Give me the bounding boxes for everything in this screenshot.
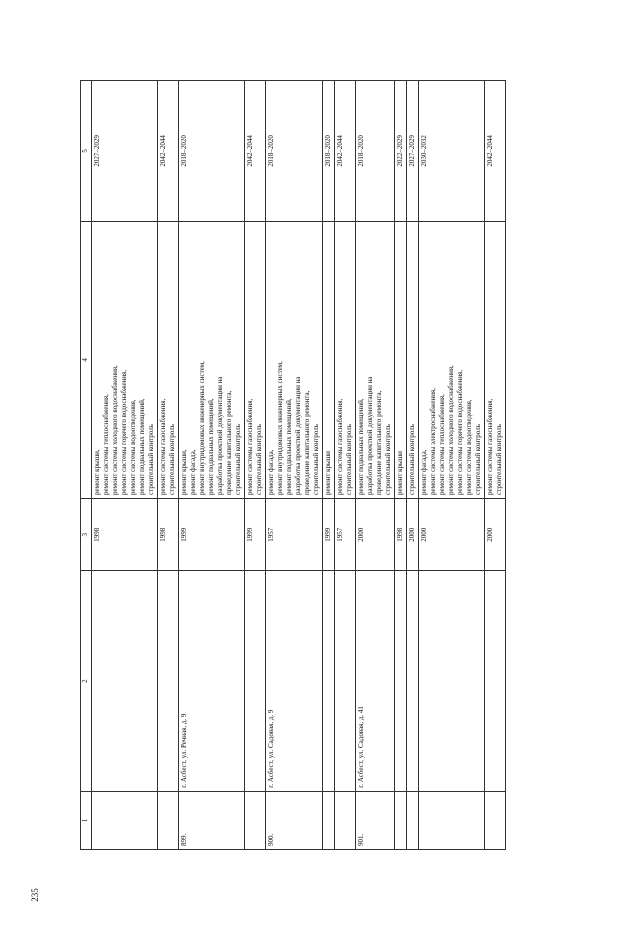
build-year-cell: 2000 (407, 498, 419, 570)
table-row (395, 81, 407, 850)
row-number-cell (323, 791, 335, 849)
planned-period-cell: 2018–2020 (179, 81, 245, 222)
work-type-line: ремонт крыши, (93, 449, 101, 495)
work-types-cell (335, 221, 356, 498)
address-cell (485, 571, 506, 791)
table-row (323, 81, 335, 850)
planned-period-cell: 2022–2029 (395, 81, 407, 222)
work-type-line: строительный контроль (255, 424, 263, 495)
planned-period-cell: 2042–2044 (245, 81, 266, 222)
table-row (92, 81, 158, 850)
work-type-line: ремонт системы горячего водоснабжения, (120, 369, 128, 495)
build-year-cell: 2000 (485, 498, 506, 570)
page-number: 235 (30, 888, 40, 902)
address-cell: г. Асбест, ул. Садовая, д. 9 (266, 571, 323, 791)
work-type-line: ремонт крыши (324, 451, 332, 495)
work-type-line: ремонт фасада, (267, 449, 275, 495)
work-type-line: строительный контроль (384, 424, 392, 495)
address-cell (419, 571, 485, 791)
row-number-cell: 899. (179, 791, 245, 849)
work-type-line: строительный контроль (345, 424, 353, 495)
build-year-cell: 1957 (266, 498, 323, 570)
work-type-line: ремонт системы водоотведения, (465, 399, 473, 495)
work-type-line: строительный контроль (312, 424, 320, 495)
address-cell (323, 571, 335, 791)
work-type-line: строительный контроль (408, 424, 416, 495)
planned-period-cell: 2042–2044 (158, 81, 179, 222)
planned-period-cell: 2018–2020 (356, 81, 395, 222)
row-number-cell (245, 791, 266, 849)
work-type-line: строительный контроль (168, 424, 176, 495)
planned-period-cell: 2042–2044 (485, 81, 506, 222)
build-year-cell: 1998 (92, 498, 158, 570)
work-type-line: разработка проектной документации на (294, 376, 302, 495)
address-cell (158, 571, 179, 791)
work-type-line: ремонт системы холодного водоснабжения, (111, 365, 119, 495)
planned-period-cell: 2027–2029 (407, 81, 419, 222)
work-types-cell (419, 221, 485, 498)
planned-period-cell: 2018–2020 (266, 81, 323, 222)
address-cell (335, 571, 356, 791)
work-type-line: ремонт подвальных помещений, (285, 398, 293, 495)
planned-period-cell: 2042–2044 (335, 81, 356, 222)
table-row (335, 81, 356, 850)
build-year-cell: 1998 (158, 498, 179, 570)
row-number-cell (485, 791, 506, 849)
build-year-cell: 1998 (395, 498, 407, 570)
table-row (485, 81, 506, 850)
work-type-line: ремонт крыши, (180, 449, 188, 495)
work-types-cell (407, 221, 419, 498)
work-type-line: ремонт подвальных помещений, (138, 398, 146, 495)
work-type-line: ремонт системы газоснабжения, (486, 398, 494, 495)
planned-period-cell: 2030–2032 (419, 81, 485, 222)
work-type-line: проведение капитального ремонта, (225, 390, 233, 495)
work-type-line: ремонт системы горячего водоснабжения, (456, 369, 464, 495)
repair-schedule-table (80, 80, 506, 850)
work-types-cell (485, 221, 506, 498)
work-types-cell (266, 221, 323, 498)
work-type-line: ремонт внутридомовых инженерных систем, (198, 361, 206, 495)
column-header-2: 2 (81, 571, 92, 791)
build-year-cell: 1999 (245, 498, 266, 570)
row-number-cell (158, 791, 179, 849)
row-number-cell (335, 791, 356, 849)
work-type-line: ремонт системы газоснабжения, (246, 398, 254, 495)
work-type-line: ремонт системы теплоснабжения, (438, 394, 446, 495)
column-number-row (81, 81, 92, 850)
work-type-line: ремонт системы теплоснабжения, (102, 394, 110, 495)
work-type-line: разработка проектной документации на (366, 376, 374, 495)
work-type-line: ремонт внутридомовых инженерных систем, (276, 361, 284, 495)
address-cell (245, 571, 266, 791)
table-row (245, 81, 266, 850)
work-type-line: строительный контроль (474, 424, 482, 495)
address-cell (407, 571, 419, 791)
work-type-line: ремонт системы водоотведения, (129, 399, 137, 495)
planned-period-cell: 2027–2029 (92, 81, 158, 222)
work-type-line: ремонт крыши (396, 451, 404, 495)
row-number-cell (92, 791, 158, 849)
work-type-line: строительный контроль (495, 424, 503, 495)
work-type-line: ремонт системы газоснабжения, (159, 398, 167, 495)
rotated-table-container (80, 80, 602, 850)
work-types-cell (92, 221, 158, 498)
work-types-cell (158, 221, 179, 498)
table-row (419, 81, 485, 850)
column-header-4: 4 (81, 221, 92, 498)
work-types-cell (395, 221, 407, 498)
work-type-line: ремонт системы электроснабжения, (429, 388, 437, 495)
row-number-cell: 901. (356, 791, 395, 849)
work-type-line: строительный контроль (234, 424, 242, 495)
planned-period-cell: 2018–2020 (323, 81, 335, 222)
column-header-1: 1 (81, 791, 92, 849)
column-header-5: 5 (81, 81, 92, 222)
table-row (179, 81, 245, 850)
address-cell (395, 571, 407, 791)
work-type-line: ремонт фасада, (189, 449, 197, 495)
work-type-line: ремонт системы холодного водоснабжения, (447, 365, 455, 495)
work-types-cell (356, 221, 395, 498)
work-types-cell (179, 221, 245, 498)
work-type-line: разработка проектной документации на (216, 376, 224, 495)
build-year-cell: 1999 (179, 498, 245, 570)
table-row (407, 81, 419, 850)
work-type-line: ремонт системы газоснабжения, (336, 398, 344, 495)
address-cell (92, 571, 158, 791)
column-header-3: 3 (81, 498, 92, 570)
table-row (158, 81, 179, 850)
work-type-line: проведение капитального ремонта, (303, 390, 311, 495)
address-cell: г. Асбест, ул. Садовая, д. 41 (356, 571, 395, 791)
build-year-cell: 1999 (323, 498, 335, 570)
work-type-line: ремонт подвальных помещений, (207, 398, 215, 495)
build-year-cell: 2000 (419, 498, 485, 570)
table-row (266, 81, 323, 850)
work-type-line: строительный контроль (147, 424, 155, 495)
work-types-cell (323, 221, 335, 498)
row-number-cell (407, 791, 419, 849)
row-number-cell: 900. (266, 791, 323, 849)
row-number-cell (419, 791, 485, 849)
table-body (92, 81, 506, 850)
build-year-cell: 1957 (335, 498, 356, 570)
work-type-line: ремонт подвальных помещений, (357, 398, 365, 495)
work-types-cell (245, 221, 266, 498)
address-cell: г. Асбест, ул. Речная, д. 9 (179, 571, 245, 791)
table-row (356, 81, 395, 850)
work-type-line: ремонт фасада, (420, 449, 428, 495)
row-number-cell (395, 791, 407, 849)
build-year-cell: 2000 (356, 498, 395, 570)
work-type-line: проведение капитального ремонта, (375, 390, 383, 495)
